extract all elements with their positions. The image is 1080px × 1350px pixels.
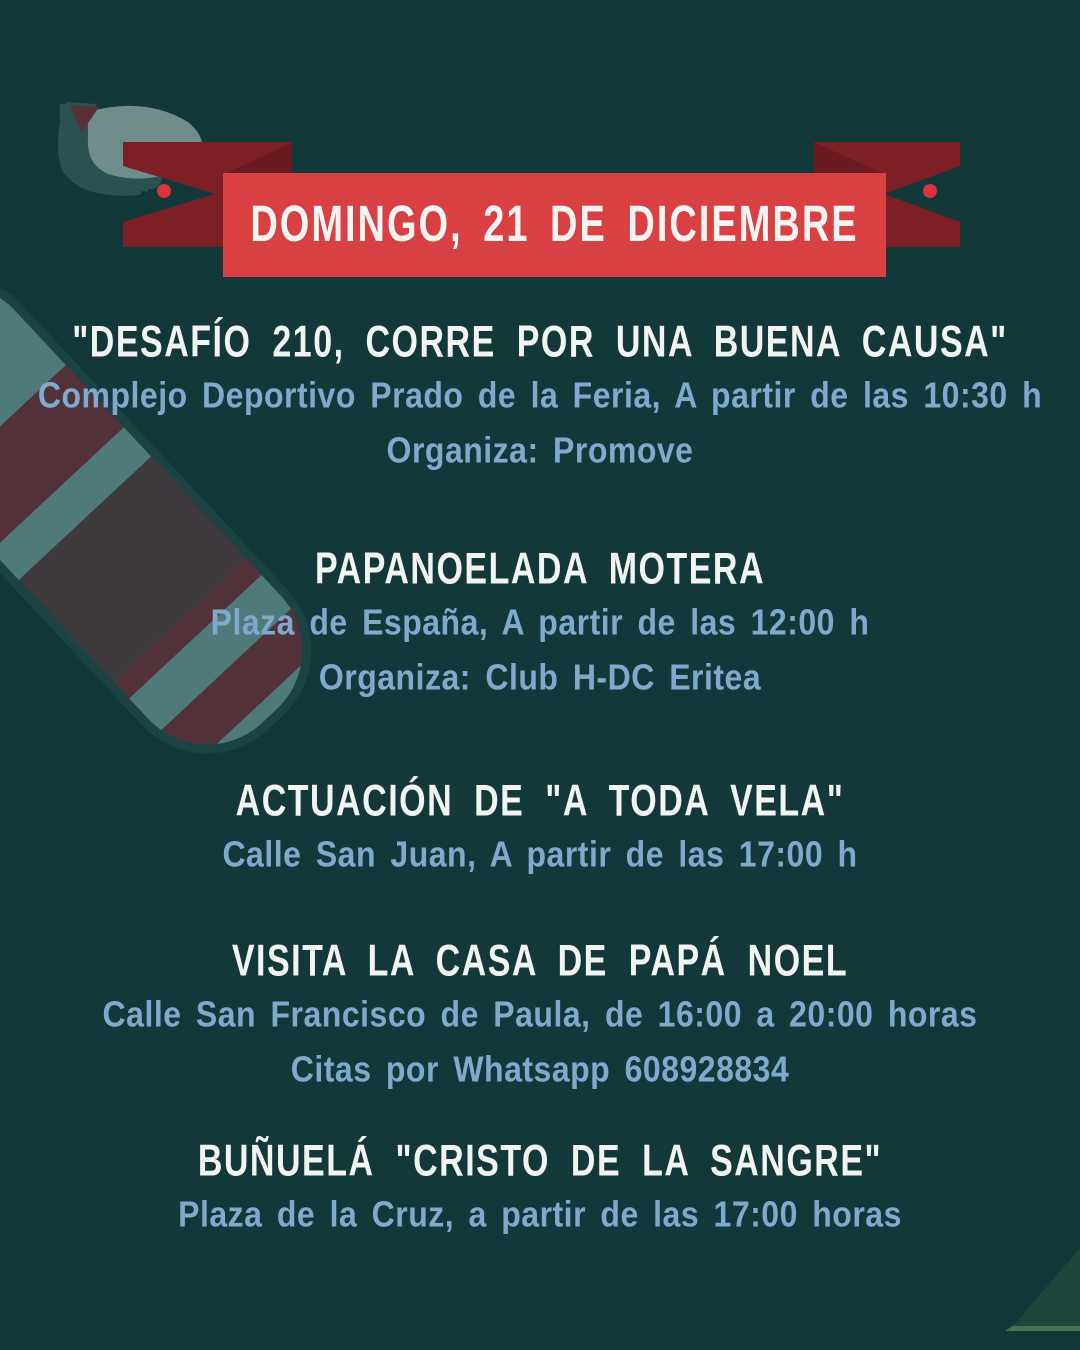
event-organizer-line: Organiza: Promove [386,429,694,471]
event-detail-line: Complejo Deportivo Prado de la Feria, A partir de las 10:30 h [37,374,1043,416]
event-papanoelada-motera [0,543,1080,705]
event-detail-line: Plaza de la Cruz, a partir de las 17:00 horas [178,1193,902,1235]
event-whatsapp-line: Citas por Whatsapp 608928834 [290,1048,790,1090]
banner-date [223,173,886,277]
banner-date-label: DOMINGO, 21 DE DICIEMBRE [250,195,859,253]
event-title: PAPANOELADA MOTERA [314,544,766,594]
event-organizer-line: Organiza: Club H-DC Eritea [318,656,762,698]
event-bunuela-cristo-sangre [0,1135,1080,1242]
event-a-toda-vela [0,775,1080,882]
event-title: BUÑUELÁ "CRISTO DE LA SANGRE" [197,1136,883,1186]
events-list [0,316,1080,1242]
corner-tree-icon [1005,1248,1080,1331]
event-casa-papa-noel [0,935,1080,1097]
event-detail-line: Calle San Francisco de Paula, de 16:00 a 20:00 horas [102,993,978,1035]
event-detail-line: Calle San Juan, A partir de las 17:00 h [222,833,858,875]
event-title: ACTUACIÓN DE "A TODA VELA" [235,776,845,826]
event-detail-line: Plaza de España, A partir de las 12:00 h [210,601,870,643]
event-title: VISITA LA CASA DE PAPÁ NOEL [231,936,849,986]
event-desafio-210 [0,316,1080,478]
event-title: "DESAFÍO 210, CORRE POR UNA BUENA CAUSA" [72,317,1008,367]
